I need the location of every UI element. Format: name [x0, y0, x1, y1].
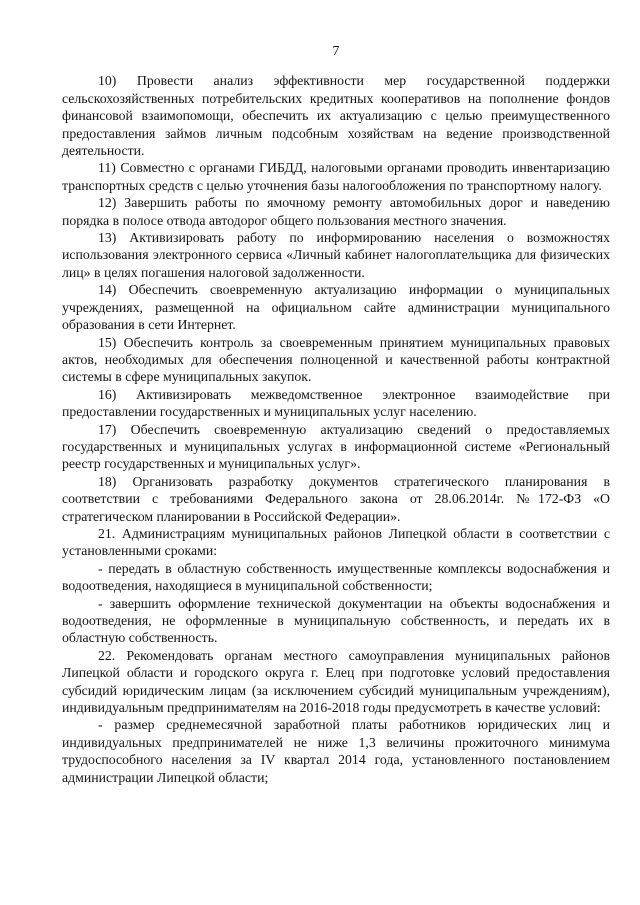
paragraph-item-18: 18) Организовать разработку документов стратегического планирования в соответствии с требованиями Федерального закона от 28.06.2014г. №172-ФЗ «О стратегическом планировании в Российской Федерации».: [62, 473, 610, 524]
paragraph-section-22: 22. Рекомендовать органам местного самоуправления муниципальных районов Липецкой области и городского округа г. Елец при подготовке условий предоставления субсидий юридическим лицам (за исключением субсидий муниципальным учреждениям), индивидуальным предпринимателям на 2016-2018 годы предусмотреть в качестве условий:: [62, 647, 610, 716]
paragraph-item-10: 10) Провести анализ эффективности мер государственной поддержки сельскохозяйственных потребительских кредитных кооперативов на пополнение фондов финансовой взаимопомощи, обеспечить их актуализацию с целью преимущественного предоставления займов личным подсобным хозяйствам на ведение производственной деятельности.: [62, 73, 610, 159]
paragraph-bullet-documentation: - завершить оформление технической документации на объекты водоснабжения и водоотведения, не оформленные в муниципальную собственность, и передать их в областную собственность.: [62, 595, 610, 646]
paragraph-item-12: 12) Завершить работы по ямочному ремонту автомобильных дорог и наведению порядка в полосе отвода автодорог общего пользования местного значения.: [62, 195, 610, 228]
paragraph-item-15: 15) Обеспечить контроль за своевременным принятием муниципальных правовых актов, необходимых для обеспечения полноценной и качественной работы контрактной системы в сфере муниципальных закупок.: [62, 334, 610, 385]
page-number: 7: [332, 43, 340, 58]
document-page: [62, 42, 610, 786]
paragraph-item-16: 16) Активизировать межведомственное электронное взаимодействие при предоставлении государственных и муниципальных услуг населению.: [62, 386, 610, 420]
paragraph-bullet-salary: - размер среднемесячной заработной платы работников юридических лиц и индивидуальных предпринимателей не ниже 1,3 величины прожиточного минимума трудоспособного населения за IV квартал 2014 года, установленного постановлением администрации Липецкой области;: [62, 717, 610, 785]
paragraph-item-14: 14) Обеспечить своевременную актуализацию информации о муниципальных учреждениях, размещенной на официальном сайте администрации муниципального образования в сети Интернет.: [62, 282, 610, 333]
paragraph-item-17: 17) Обеспечить своевременную актуализацию сведений о предоставляемых государственных и муниципальных услугах в информационной системе «Региональный реестр государственных и муниципальных услуг».: [62, 421, 610, 472]
paragraph-section-21: 21. Администрациям муниципальных районов Липецкой области в соответствии с установленными сроками:: [62, 525, 610, 559]
paragraph-item-13: 13) Активизировать работу по информированию населения о возможностях использования электронного сервиса «Личный кабинет налогоплательщика для физических лиц» в целях погашения налоговой задолженности.: [62, 230, 610, 280]
paragraph-bullet-transfer: - передать в областную собственность имущественные комплексы водоснабжения и водоотведения, находящиеся в муниципальной собственности;: [62, 560, 610, 594]
paragraph-item-11: 11) Совместно с органами ГИБДД, налоговыми органами проводить инвентаризацию транспортных средств с целью уточнения базы налогообложения по транспортному налогу.: [62, 160, 610, 193]
